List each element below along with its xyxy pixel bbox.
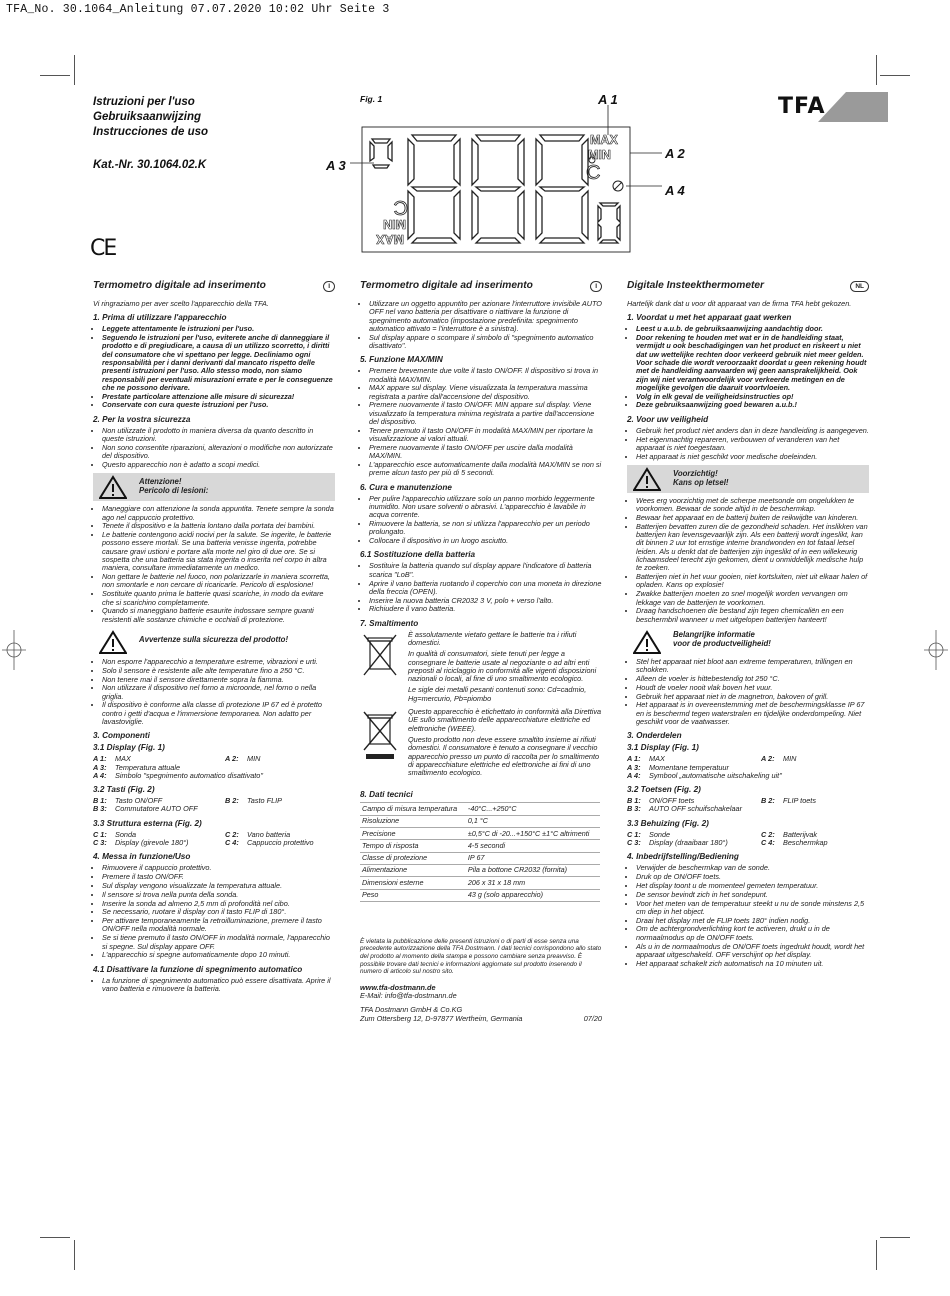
disposal-text: È assolutamente vietato gettare le batterie tra i rifiuti domestici. <box>408 629 577 647</box>
table-cell: Dimensioni esterne <box>360 877 466 889</box>
col3-s1-title: 1. Voordat u met het apparaat gaat werken <box>627 313 792 323</box>
list-item: • Om de achtergrondverlichting kort te activeren, drukt u in de normaalmodus op de ON/OFF toets. <box>636 925 869 942</box>
list-item: • Premere nuovamente il tasto ON/OFF. MIN appare sul display. Viene visualizzato la temperatura minima registrata a partire dall'accensione del dispositivo. <box>369 401 602 426</box>
list-item: • Aprire il vano batteria ruotando il coperchio con una moneta in direzione della freccia (OPEN). <box>369 580 602 597</box>
disposal-text: Questo prodotto non deve essere smaltito insieme ai rifiuti domestici. Il consumatore è tenuto a consegnare il vecchio apparecchio presso un punto di raccolta per lo smaltimento di apparecchiature elettriche ed elettroniche ai fini di uno smaltimento ecologico. <box>408 734 600 778</box>
part-key: A 2: <box>225 754 239 764</box>
list-item: • Inserire la nuova batteria CR2032 3 V, polo + verso l'alto. <box>369 597 602 605</box>
crossed-bin-icon <box>360 631 400 681</box>
part-key: B 1: <box>627 796 641 806</box>
list-item: • Premere il tasto ON/OFF. <box>102 873 335 881</box>
ce-mark: CE <box>90 236 116 261</box>
company-name: TFA Dostmann GmbH & Co.KG <box>360 1005 463 1015</box>
part-value: MIN <box>783 754 797 764</box>
col2-c-list <box>360 300 602 350</box>
col3-s2-title: 2. Voor uw veiligheid <box>627 414 709 424</box>
list-item: • La funzione di spegnimento automatico può essere disattivata. Aprire il vano batteria e rimuovere la batteria. <box>102 977 335 994</box>
tech-data-table <box>360 802 600 901</box>
col1-warn2-list <box>93 658 335 726</box>
part-key: A 4: <box>627 770 641 780</box>
col3-intro: Hartelijk dank dat u voor dit apparaat van de firma TFA hebt gekozen. <box>627 299 852 308</box>
tfa-logo <box>778 90 888 122</box>
list-item: • Inserire la sonda ad almeno 2,5 mm di profondità nel cibo. <box>102 900 335 908</box>
part-key: C 2: <box>761 829 775 839</box>
list-item: • Tenete il dispositivo e la batteria lontano dalla portata dei bambini. <box>102 522 335 530</box>
col1-title-text: Termometro digitale ad inserimento <box>93 280 266 292</box>
svg-text:C: C <box>393 196 408 218</box>
table-row <box>360 803 600 815</box>
list-item: • Prestate particolare attenzione alle misure di sicurezza! <box>102 393 335 401</box>
list-item: • Maneggiare con attenzione la sonda appuntita. Tenete sempre la sonda ago nel cappuccio protettivo. <box>102 505 335 522</box>
table-cell: 4-5 secondi <box>466 840 600 852</box>
crop-mark <box>74 1240 75 1270</box>
disposal-text: Questo apparecchio è etichettato in conformità alla Direttiva UE sullo smaltimento delle apparecchiature elettriche ed elettroniche (WEEE). <box>408 707 602 733</box>
part-value: Display (draaibaar 180°) <box>649 838 728 848</box>
list-item: • Non sono consentite riparazioni, alterazioni o modifiche non autorizzate del dispositivo. <box>102 444 335 461</box>
part-key: C 2: <box>225 829 239 839</box>
crop-mark <box>876 55 877 85</box>
warning-box <box>627 465 869 493</box>
part-value: Display (girevole 180°) <box>115 838 189 848</box>
lang-badge: NL <box>850 281 869 292</box>
col3-s2-list <box>627 427 869 461</box>
part-key: B 3: <box>93 804 107 814</box>
callout-a3: A 3 <box>326 158 346 173</box>
list-item: • Deze gebruiksaanwijzing goed bewaren a.u.b.! <box>636 401 869 409</box>
list-item: • Als u in de normaalmodus de ON/OFF toets ingedrukt houdt, wordt het apparaat uitgeschakeld. OFF verschijnt op het display. <box>636 943 869 960</box>
part-value: Sonda <box>115 829 137 839</box>
part-key: A 1: <box>93 754 107 764</box>
list-item: • Wees erg voorzichtig met de scherpe meetsonde om ongelukken te voorkomen. Bewaar de sonde altijd in de beschermkap. <box>636 497 869 514</box>
table-row <box>360 864 600 876</box>
company-address: Zum Ottersberg 12, D-97877 Wertheim, Germania <box>360 1013 523 1023</box>
part-value: Sonde <box>649 829 671 839</box>
table-cell: 0,1 °C <box>466 815 600 827</box>
part-key: A 3: <box>93 762 107 772</box>
col3-warn2-list <box>627 658 869 726</box>
table-cell: IP 67 <box>466 852 600 864</box>
list-item: • Se si tiene premuto il tasto ON/OFF in modalità normale, l'apparecchio si spegne. Sul display appare OFF. <box>102 934 335 951</box>
list-item: • Het eigenmachtig repareren, verbouwen of veranderen van het apparaat is niet toegestaan. <box>636 436 869 453</box>
list-item: • MAX appare sul display. Viene visualizzata la temperatura massima registrata a partire dall'accensione del dispositivo. <box>369 384 602 401</box>
column-dutch <box>627 281 869 971</box>
col2-s5-list <box>360 367 602 477</box>
col1-s4-title: 4. Messa in funzione/Uso <box>93 852 191 862</box>
product-safety-title: Belangrijke informatie <box>673 629 755 639</box>
part-key: C 3: <box>93 838 107 848</box>
catalog-number: Kat.-Nr. 30.1064.02.K <box>93 159 207 171</box>
col1-s1-list <box>93 325 335 409</box>
website-link[interactable]: www.tfa-dostmann.de <box>360 982 436 992</box>
print-header: TFA_No. 30.1064_Anleitung 07.07.2020 10:02 Uhr Seite 3 <box>6 3 390 16</box>
col1-s31-title: 3.1 Display (Fig. 1) <box>93 743 165 753</box>
part-key: A 2: <box>761 754 775 764</box>
callout-a1: A 1 <box>598 92 618 107</box>
list-item: • De sensor bevindt zich in het sondepunt. <box>636 891 869 899</box>
list-item: • L'apparecchio esce automaticamente dalla modalità MAX/MIN se non si preme alcun tasto per più di 5 secondi. <box>369 461 602 478</box>
parts-grid <box>93 764 335 781</box>
list-item: • Il sensore si trova nella punta della sonda. <box>102 891 335 899</box>
warning-title: Voorzichtig! <box>673 468 718 478</box>
crop-mark <box>74 55 75 85</box>
disposal-text: Le sigle dei metalli pesanti contenuti sono: Cd=cadmio, Hg=mercurio, Pb=piombo <box>408 685 587 703</box>
list-item: • Door rekening te houden met wat er in de handleiding staat, vermijdt u ook beschadigingen van het product en riskeert u niet dat uw wettelijke rechten door verkeerd gebruik niet meer gelden. Voor schade die wordt veroorzaakt doordat u geen rekening houdt met de handleiding aanvaarden wij geen aansprakelijkheid. Ook zijn wij niet verantwoordelijk voor verkeerde metingen en de mogelijke gevolgen die daaruit voortvloeien. <box>636 334 869 392</box>
part-value: MAX <box>115 754 131 764</box>
part-value: Temperatura attuale <box>115 762 181 772</box>
part-value: Tasto FLIP <box>247 796 283 806</box>
table-row <box>360 815 600 827</box>
title-es: Instrucciones de uso <box>93 126 209 138</box>
part-key: C 1: <box>93 829 107 839</box>
callout-a4: A 4 <box>665 183 685 198</box>
part-value: ON/OFF toets <box>649 796 695 806</box>
list-item: • Rimuovere il cappuccio protettivo. <box>102 864 335 872</box>
col2-s5-title: 5. Funzione MAX/MIN <box>360 355 443 365</box>
col1-s3-title: 3. Componenti <box>93 731 150 741</box>
list-item: • Zwakke batterijen moeten zo snel mogelijk worden vervangen om lekkage van de batterijen te voorkomen. <box>636 590 869 607</box>
list-item: • Bewaar het apparaat en de batterij buiten de reikwijdte van kinderen. <box>636 514 869 522</box>
list-item: • Het apparaat is niet geschikt voor medische doeleinden. <box>636 453 869 461</box>
col3-title-text: Digitale Insteekthermometer <box>627 280 765 292</box>
part-value: Vano batteria <box>247 829 291 839</box>
disposal-text: In qualità di consumatori, siete tenuti per legge a consegnare le batterie usate al negoziante o ad altri enti preposti al riciclaggio in conformità alle vigenti disposizioni nazionali o locali, al fine di uno smaltimento ecologico. <box>408 649 597 684</box>
list-item: • Seguendo le istruzioni per l'uso, eviterete anche di danneggiare il prodotto e di pregiudicare, a causa di un utilizzo scorretto, i diritti del consumatore che vi spettano per legge. Decliniamo ogni responsabilità per i danni derivanti dal mancato rispetto delle presenti istruzioni per l'uso. Allo stesso modo, non siamo responsabili per eventuali misurazioni errate e per le conseguenze che ne possono derivare. <box>102 334 335 392</box>
col3-warn1-list <box>627 497 869 624</box>
address-row <box>360 1015 602 1023</box>
lcd-min-label: MIN <box>588 148 611 162</box>
parts-grid <box>627 831 869 848</box>
part-key: A 3: <box>627 762 641 772</box>
part-key: B 2: <box>761 796 775 806</box>
part-value: Beschermkap <box>783 838 828 848</box>
part-key: B 1: <box>93 796 107 806</box>
logo-text: TFA <box>778 94 826 119</box>
list-item: • Premere brevemente due volte il tasto ON/OFF. Il dispositivo si trova in modalità MAX/MIN. <box>369 367 602 384</box>
list-item: • Collocare il dispositivo in un luogo asciutto. <box>369 537 602 545</box>
print-date: 07/20 <box>583 1013 602 1023</box>
list-item: • Sostituite quanto prima le batterie quasi scariche, in modo da evitare che si scarichino completamente. <box>102 590 335 607</box>
list-item: • Conservate con cura queste istruzioni per l'uso. <box>102 401 335 409</box>
table-row <box>360 889 600 901</box>
table-row <box>360 840 600 852</box>
list-item: • Le batterie contengono acidi nocivi per la salute. Se ingerite, le batterie possono essere mortali. Se una batteria venisse ingerita, potrebbe causare gravi ustioni e portare alla morte nel giro di due ore. Se si sospetta che una batteria sia stata ingerita o inserita nel corpo in altra maniera, consultare immediatamente un medico. <box>102 531 335 572</box>
crop-mark <box>40 1237 70 1238</box>
product-safety-box <box>93 628 335 654</box>
disposal-battery <box>360 631 602 706</box>
table-cell: -40°C...+250°C <box>466 803 600 815</box>
list-item: • Non esporre l'apparecchio a temperature estreme, vibrazioni e urti. <box>102 658 335 666</box>
table-row <box>360 852 600 864</box>
list-item: • Questo apparecchio non è adatto a scopi medici. <box>102 461 335 469</box>
col1-warn1-list <box>93 505 335 624</box>
col3-s4-list <box>627 864 869 968</box>
table-cell: ±0,5°C di -20...+150°C ±1°C altrimenti <box>466 828 600 840</box>
product-safety-box <box>627 628 869 654</box>
part-value: AUTO OFF schuifschakelaar <box>649 804 742 814</box>
col1-s2-title: 2. Per la vostra sicurezza <box>93 414 191 424</box>
list-item: • Houdt de voeler nooit vlak boven het vuur. <box>636 684 869 692</box>
fig-label: Fig. 1 <box>360 94 383 104</box>
col1-s32-title: 3.2 Tasti (Fig. 2) <box>93 785 155 795</box>
weee-bin-icon <box>360 708 400 763</box>
col2-s7-title: 7. Smaltimento <box>360 618 419 628</box>
lcd-max-label-inverted: MAX <box>376 232 404 246</box>
list-item: • Non tenere mai il sensore direttamente sopra la fiamma. <box>102 676 335 684</box>
part-key: C 1: <box>627 829 641 839</box>
table-cell: Tempo di risposta <box>360 840 466 852</box>
table-cell: Campo di misura temperatura <box>360 803 466 815</box>
table-cell: Classe di protezione <box>360 852 466 864</box>
part-key: C 4: <box>761 838 775 848</box>
registration-mark <box>924 630 948 670</box>
part-key: B 3: <box>627 804 641 814</box>
warning-box <box>93 473 335 501</box>
list-item: • Leggete attentamente le istruzioni per l'uso. <box>102 325 335 333</box>
col1-s2-list <box>93 427 335 469</box>
list-item: • Leest u a.u.b. de gebruiksaanwijzing aandachtig door. <box>636 325 869 333</box>
part-key: C 4: <box>225 838 239 848</box>
list-item: • Draag handschoenen die bestand zijn tegen chemicaliën en een beschermbril wanneer u met uitgelopen batterijen hanteert! <box>636 607 869 624</box>
title-nl: Gebruiksaanwijzing <box>93 111 201 123</box>
list-item: • Premere nuovamente il tasto ON/OFF per uscire dalla modalità MAX/MIN. <box>369 444 602 461</box>
col1-intro: Vi ringraziamo per aver scelto l'apparecchio della TFA. <box>93 299 269 308</box>
part-value: Simbolo "spegnimento automatico disattivato" <box>115 770 263 780</box>
parts-grid <box>627 764 869 781</box>
part-value: FLIP toets <box>783 796 816 806</box>
table-cell: Pila a bottone CR2032 (fornita) <box>466 864 600 876</box>
list-item: • Rimuovere la batteria, se non si utilizza l'apparecchio per un periodo prolungato. <box>369 520 602 537</box>
callout-a2: A 2 <box>665 146 685 161</box>
warning-icon <box>99 630 127 654</box>
col1-s1-title: 1. Prima di utilizzare l'apparecchio <box>93 313 227 323</box>
list-item: • Non utilizzate il prodotto in maniera diversa da quanto descritto in queste istruzioni. <box>102 427 335 444</box>
part-value: Batterijvak <box>783 829 818 839</box>
list-item: • Sul display vengono visualizzate la temperatura attuale. <box>102 882 335 890</box>
lang-badge: I <box>323 281 335 292</box>
crop-mark <box>40 75 70 76</box>
list-item: • Voor het meten van de temperatuur steekt u nu de sonde minstens 2,5 cm diep in het object. <box>636 900 869 917</box>
part-key: B 2: <box>225 796 239 806</box>
list-item: • Batterijen bevatten zuren die de gezondheid schaden. Het inslikken van batterijen kan levensgevaarlijk zijn. Als een batterij wordt ingeslikt, kan dit binnen 2 uur tot ernstige interne brandwonden en tot fataal letsel leiden. Als u denkt dat de batterijen zijn ingeslikt of in een willekeurig lichaamsdeel terecht zijn gekomen, dient u onmiddellijk medische hulp te zoeken. <box>636 523 869 573</box>
list-item: • Gebruik het product niet anders dan in deze handleiding is aangegeven. <box>636 427 869 435</box>
list-item: • Volg in elk geval de veiligheidsinstructies op! <box>636 393 869 401</box>
column-italian-1 <box>93 281 335 996</box>
warning-subtitle: Kans op letsel! <box>673 477 729 487</box>
list-item: • Stel het apparaat niet bloot aan extreme temperaturen, trillingen en schokken. <box>636 658 869 675</box>
crop-mark <box>880 1237 910 1238</box>
parts-grid <box>627 805 869 813</box>
list-item: • Utilizzare un oggetto appuntito per azionare l'interruttore invisibile AUTO OFF nel vano batteria per disattivare o riattivare la funzione di spegnimento automatico (impostazione predefinita: spegnimento automatico attivato = l'interruttore è a sinistra). <box>369 300 602 333</box>
lcd-min-label-inverted: MIN <box>383 217 406 231</box>
part-value: Tasto ON/OFF <box>115 796 163 806</box>
list-item: • Quando si maneggiano batterie esaurite indossare sempre guanti resistenti alle sostanze chimiche e occhiali di protezione. <box>102 607 335 624</box>
part-value: Momentane temperatuur <box>649 762 729 772</box>
list-item: • Het display toont u de momenteel gemeten temperatuur. <box>636 882 869 890</box>
list-item: • Richiudere il vano batteria. <box>369 605 602 613</box>
table-cell: Precisione <box>360 828 466 840</box>
part-value: Symbool „automatische uitschakeling uit" <box>649 770 782 780</box>
col3-s32-title: 3.2 Toetsen (Fig. 2) <box>627 785 701 795</box>
col1-title <box>93 281 335 292</box>
col2-s61-title: 6.1 Sostituzione della batteria <box>360 550 476 560</box>
list-item: • Het apparaat is in overeenstemming met de beschermingsklasse IP 67 en is beschermd tegen waterstralen en tijdelijke onderdompeling. Niet geschikt voor de vaatwasser. <box>636 701 869 726</box>
table-cell: 206 x 31 x 18 mm <box>466 877 600 889</box>
table-row <box>360 877 600 889</box>
part-value: MAX <box>649 754 665 764</box>
list-item: • Se necessario, ruotare il display con il tasto FLIP di 180°. <box>102 908 335 916</box>
lcd-max-label: MAX <box>590 133 618 147</box>
parts-grid <box>93 805 335 813</box>
disposal-weee <box>360 708 602 780</box>
list-item: • Batterijen niet in het vuur gooien, niet kortsluiten, niet uit elkaar halen of opladen. Kans op explosie! <box>636 573 869 590</box>
col2-s6-list <box>360 495 602 546</box>
list-item: • Non gettare le batterie nel fuoco, non polarizzarle in maniera scorretta, non smontarle e non cercare di ricaricarle. Pericolo di esplosione! <box>102 573 335 590</box>
col3-s31-title: 3.1 Display (Fig. 1) <box>627 743 699 753</box>
product-safety-subtitle: voor de productveiligheid! <box>673 638 771 648</box>
table-row <box>360 828 600 840</box>
list-item: • Il dispositivo è conforme alla classe di protezione IP 67 ed è protetto contro i getti d'acqua e l'immersione temporanea. Non adatto per lavastoviglie. <box>102 701 335 726</box>
crop-mark <box>876 1240 877 1270</box>
list-item: • Per attivare temporaneamente la retroilluminazione, premere il tasto ON/OFF nella modalità normale. <box>102 917 335 934</box>
product-safety-title: Avvertenze sulla sicurezza del prodotto! <box>139 634 289 644</box>
lang-badge: I <box>590 281 602 292</box>
warning-icon <box>633 467 661 491</box>
list-item: • Alleen de voeler is hittebestendig tot 250 °C. <box>636 675 869 683</box>
warning-title: Attenzione! <box>139 477 182 487</box>
col3-s4-title: 4. Inbedrijfstelling/Bediening <box>627 852 739 862</box>
part-value: MIN <box>247 754 261 764</box>
part-value: Cappuccio protettivo <box>247 838 314 848</box>
col1-s41-list <box>93 977 335 994</box>
part-value: Commutatore AUTO OFF <box>115 804 198 814</box>
registration-mark <box>2 630 26 670</box>
list-item: • Het apparaat schakelt zich automatisch na 10 minuten uit. <box>636 960 869 968</box>
col2-s6-title: 6. Cura e manutenzione <box>360 482 452 492</box>
list-item: • Solo il sensore è resistente alle alte temperature fino a 250 °C. <box>102 667 335 675</box>
svg-text:C: C <box>586 162 601 184</box>
list-item: • Verwijder de beschermkap van de sonde. <box>636 864 869 872</box>
part-key: C 3: <box>627 838 641 848</box>
col2-s61-list <box>360 562 602 613</box>
list-item: • Sul display appare o scompare il simbolo di "spegnimento automatico disattivato". <box>369 334 602 351</box>
manual-titles <box>93 95 208 140</box>
col3-s33-title: 3.3 Behuizing (Fig. 2) <box>627 818 709 828</box>
crop-mark <box>880 75 910 76</box>
legal-notice: È vietata la pubblicazione delle presenti istruzioni o di parti di esse senza una precedente autorizzazione della TFA Dostmann. I dati tecnici corrispondono allo stato del prodotto al momento della stampa e possono cambiare senza preavviso. È possibile trovare dati tecnici e informazioni aggiornate sul prodotto inserendo il numero di articolo sul nostro sito. <box>360 937 602 976</box>
col2-title <box>360 281 602 292</box>
lcd-display-figure <box>300 85 690 260</box>
table-cell: Peso <box>360 889 466 901</box>
col2-title-text: Termometro digitale ad inserimento <box>360 280 533 292</box>
parts-grid <box>93 831 335 848</box>
col1-s4-list <box>93 864 335 959</box>
title-it: Istruzioni per l'uso <box>93 96 195 108</box>
table-cell: Risoluzione <box>360 815 466 827</box>
list-item: • Draai het display met de FLIP toets 180° indien nodig. <box>636 917 869 925</box>
list-item: • L'apparecchio si spegne automaticamente dopo 10 minuti. <box>102 951 335 959</box>
part-key: A 4: <box>93 770 107 780</box>
list-item: • Druk op de ON/OFF toets. <box>636 873 869 881</box>
col3-s3-title: 3. Onderdelen <box>627 731 682 741</box>
table-cell: 43 g (solo apparecchio) <box>466 889 600 901</box>
email-link[interactable]: E-Mail: info@tfa-dostmann.de <box>360 991 457 1001</box>
table-cell: Alimentazione <box>360 864 466 876</box>
list-item: • Non utilizzare il dispositivo nel forno a microonde, nel forno o nella griglia. <box>102 684 335 701</box>
col1-s33-title: 3.3 Struttura esterna (Fig. 2) <box>93 818 202 828</box>
col3-s1-list <box>627 325 869 409</box>
list-item: • Sostituire la batteria quando sul display appare l'indicatore di batteria scarica "LoB". <box>369 562 602 579</box>
list-item: • Gebruik het apparaat niet in de magnetron, bakoven of grill. <box>636 693 869 701</box>
warning-subtitle: Pericolo di lesioni: <box>139 485 209 495</box>
list-item: • Per pulire l'apparecchio utilizzare solo un panno morbido leggermente inumidito. Non usare solventi o abrasivi. L'apparecchio è lavabile in acqua corrente. <box>369 495 602 520</box>
col2-s8-title: 8. Dati tecnici <box>360 790 413 800</box>
warning-icon <box>99 475 127 499</box>
col1-s41-title: 4.1 Disattivare la funzione di spegnimento automatico <box>93 964 303 974</box>
column-italian-2 <box>360 281 602 1023</box>
col3-title <box>627 281 869 292</box>
list-item: • Tenere premuto il tasto ON/OFF in modalità MAX/MIN per riportare la visualizzazione ai valori attuali. <box>369 427 602 444</box>
warning-icon <box>633 630 661 654</box>
part-key: A 1: <box>627 754 641 764</box>
